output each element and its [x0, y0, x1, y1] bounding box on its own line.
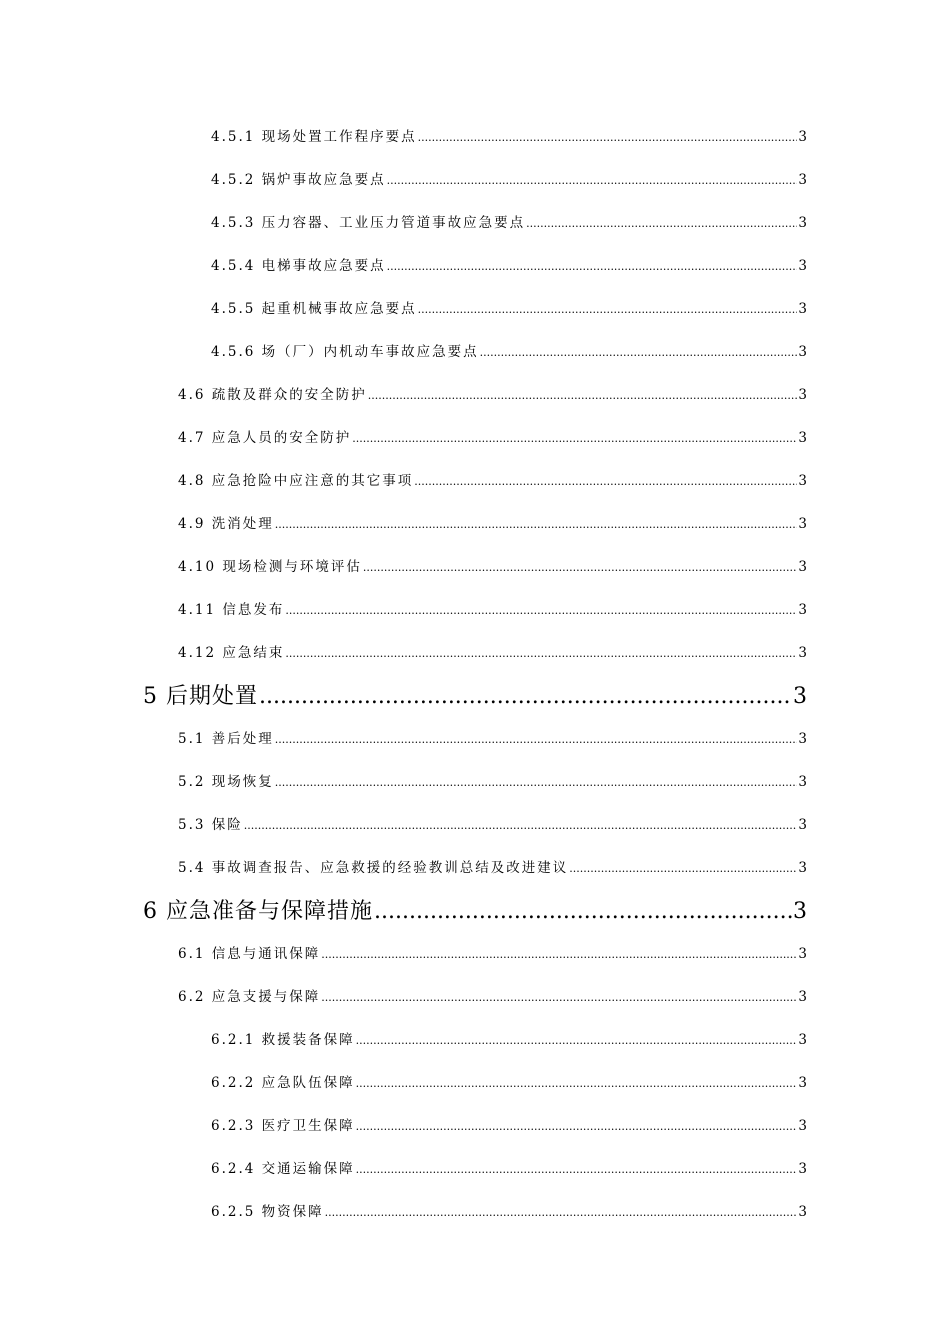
toc-dot-leader — [321, 933, 797, 976]
toc-page-number: 3 — [798, 602, 807, 618]
toc-dot-leader — [275, 761, 798, 804]
toc-entry-title: 4.9 洗消处理 — [178, 516, 274, 532]
toc-entry-title: 6.2.2 应急队伍保障 — [211, 1075, 355, 1091]
toc-entry[interactable] — [0, 933, 950, 976]
toc-entry-title: 4.5.3 压力容器、工业压力管道事故应急要点 — [211, 215, 526, 231]
toc-entry-title: 5.2 现场恢复 — [178, 774, 274, 790]
toc-page-number: 3 — [798, 1032, 807, 1048]
toc-dot-leader — [526, 202, 797, 245]
toc-entry[interactable] — [0, 1148, 950, 1191]
toc-entry[interactable] — [0, 761, 950, 804]
toc-page-number: 3 — [798, 989, 807, 1005]
toc-entry[interactable] — [0, 245, 950, 288]
toc-entry-title: 5.1 善后处理 — [178, 731, 274, 747]
toc-entry[interactable] — [0, 1019, 950, 1062]
toc-page-number: 3 — [798, 1204, 807, 1220]
toc-dot-leader — [387, 159, 798, 202]
toc-entry-title: 4.7 应急人员的安全防护 — [178, 430, 352, 446]
toc-dot-leader — [569, 847, 797, 890]
toc-entry[interactable] — [0, 116, 950, 159]
toc-chapter-entry[interactable] — [0, 675, 950, 718]
table-of-contents — [0, 116, 950, 1234]
toc-chapter-entry[interactable] — [0, 890, 950, 933]
toc-dot-leader — [356, 1019, 798, 1062]
toc-page-number: 3 — [798, 344, 807, 360]
toc-entry-title: 6.2.3 医疗卫生保障 — [211, 1118, 355, 1134]
toc-dot-leader — [368, 374, 798, 417]
toc-entry-title: 6.2.1 救援装备保障 — [211, 1032, 355, 1048]
toc-chapter-title: 6 应急准备与保障措施 — [143, 899, 373, 924]
toc-dot-leader — [414, 460, 797, 503]
toc-page-number: 3 — [798, 258, 807, 274]
toc-page-number: 3 — [798, 215, 807, 231]
toc-entry[interactable] — [0, 976, 950, 1019]
toc-entry[interactable] — [0, 1062, 950, 1105]
toc-page-number: 3 — [798, 301, 807, 317]
toc-entry-title: 4.8 应急抢险中应注意的其它事项 — [178, 473, 414, 489]
toc-entry[interactable] — [0, 417, 950, 460]
toc-dot-leader — [418, 116, 798, 159]
toc-dot-leader — [480, 331, 798, 374]
toc-dot-leader — [325, 1191, 798, 1234]
toc-page-number: 3 — [798, 946, 807, 962]
toc-dot-leader — [275, 718, 798, 761]
toc-dot-leader — [321, 976, 797, 1019]
toc-page-number: 3 — [798, 129, 807, 145]
toc-dot-leader — [259, 675, 792, 718]
toc-page-number: 3 — [798, 516, 807, 532]
toc-entry-title: 6.1 信息与通讯保障 — [178, 946, 321, 962]
toc-entry[interactable] — [0, 632, 950, 675]
toc-entry[interactable] — [0, 1105, 950, 1148]
toc-entry[interactable] — [0, 374, 950, 417]
toc-page-number: 3 — [793, 684, 807, 709]
toc-page-number: 3 — [798, 774, 807, 790]
toc-page-number: 3 — [798, 430, 807, 446]
toc-dot-leader — [363, 546, 798, 589]
toc-page-number: 3 — [798, 172, 807, 188]
toc-chapter-title: 5 后期处置 — [143, 684, 258, 709]
toc-entry[interactable] — [0, 718, 950, 761]
toc-entry[interactable] — [0, 1191, 950, 1234]
toc-dot-leader — [418, 288, 798, 331]
toc-entry-title: 5.3 保险 — [178, 817, 243, 833]
toc-entry-title: 4.11 信息发布 — [178, 602, 285, 618]
toc-page-number: 3 — [798, 387, 807, 403]
toc-page-number: 3 — [798, 1161, 807, 1177]
toc-page-number: 3 — [798, 473, 807, 489]
toc-page-number: 3 — [793, 899, 807, 924]
toc-page-number: 3 — [798, 1118, 807, 1134]
toc-page-number: 3 — [798, 559, 807, 575]
toc-entry[interactable] — [0, 503, 950, 546]
toc-entry-title: 6.2.5 物资保障 — [211, 1204, 324, 1220]
toc-entry-title: 4.5.1 现场处置工作程序要点 — [211, 129, 417, 145]
toc-dot-leader — [374, 890, 792, 933]
toc-entry-title: 5.4 事故调查报告、应急救援的经验教训总结及改进建议 — [178, 860, 569, 876]
toc-entry-title: 4.5.2 锅炉事故应急要点 — [211, 172, 386, 188]
toc-page-number: 3 — [798, 817, 807, 833]
toc-dot-leader — [356, 1062, 798, 1105]
toc-entry[interactable] — [0, 460, 950, 503]
toc-dot-leader — [285, 589, 797, 632]
toc-entry-title: 4.12 应急结束 — [178, 645, 285, 661]
toc-entry-title: 4.5.4 电梯事故应急要点 — [211, 258, 386, 274]
toc-entry[interactable] — [0, 159, 950, 202]
toc-entry[interactable] — [0, 589, 950, 632]
toc-dot-leader — [352, 417, 797, 460]
toc-dot-leader — [275, 503, 798, 546]
toc-page-number: 3 — [798, 731, 807, 747]
toc-page-number: 3 — [798, 1075, 807, 1091]
toc-entry-title: 4.6 疏散及群众的安全防护 — [178, 387, 367, 403]
toc-entry[interactable] — [0, 804, 950, 847]
toc-entry[interactable] — [0, 331, 950, 374]
toc-dot-leader — [356, 1148, 798, 1191]
toc-entry[interactable] — [0, 546, 950, 589]
toc-entry[interactable] — [0, 202, 950, 245]
toc-dot-leader — [244, 804, 798, 847]
toc-entry-title: 6.2 应急支援与保障 — [178, 989, 321, 1005]
toc-entry-title: 4.5.5 起重机械事故应急要点 — [211, 301, 417, 317]
toc-dot-leader — [285, 632, 797, 675]
toc-entry[interactable] — [0, 847, 950, 890]
toc-entry[interactable] — [0, 288, 950, 331]
toc-entry-title: 6.2.4 交通运输保障 — [211, 1161, 355, 1177]
toc-page-number: 3 — [798, 645, 807, 661]
toc-dot-leader — [387, 245, 798, 288]
toc-page-number: 3 — [798, 860, 807, 876]
toc-dot-leader — [356, 1105, 798, 1148]
toc-entry-title: 4.5.6 场（厂）内机动车事故应急要点 — [211, 344, 479, 360]
toc-entry-title: 4.10 现场检测与环境评估 — [178, 559, 362, 575]
